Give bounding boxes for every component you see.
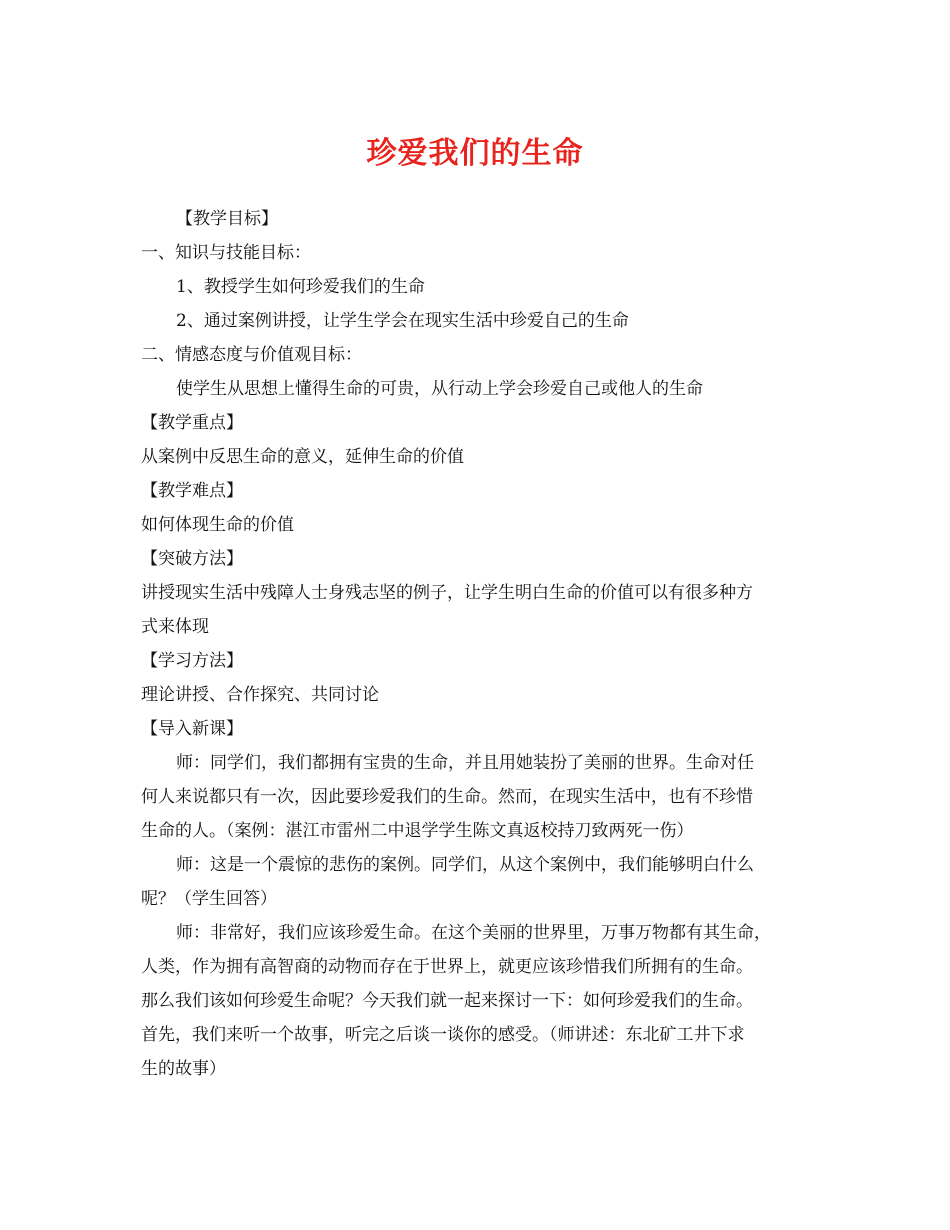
breakthrough-text-line-1: 讲授现实生活中残障人士身残志坚的例子，让学生明白生命的价值可以有很多种方 — [141, 583, 753, 603]
section-emotion-values: 二、情感态度与价值观目标： — [141, 345, 362, 365]
heading-introduction: 【导入新课】 — [141, 719, 243, 739]
paragraph-2-line-2: 呢？（学生回答） — [141, 889, 277, 909]
emotion-goal-text: 使学生从思想上懂得生命的可贵，从行动上学会珍爱自己或他人的生命 — [176, 379, 703, 399]
goal-item-2: 2、通过案例讲授，让学生学会在现实生活中珍爱自己的生命 — [176, 311, 629, 331]
paragraph-1-line-3: 生命的人。（案例：湛江市雷州二中退学学生陈文真返校持刀致两死一伤） — [141, 821, 694, 841]
paragraph-2-line-1: 师：这是一个震惊的悲伤的案例。同学们，从这个案例中，我们能够明白什么 — [176, 855, 754, 875]
paragraph-3-line-3: 那么我们该如何珍爱生命呢？今天我们就一起来探讨一下：如何珍爱我们的生命。 — [141, 991, 753, 1011]
heading-breakthrough: 【突破方法】 — [141, 549, 243, 569]
paragraph-3-line-5: 生的故事） — [141, 1059, 226, 1079]
goal-item-1: 1、教授学生如何珍爱我们的生命 — [176, 277, 425, 297]
key-points-text: 从案例中反思生命的意义，延伸生命的价值 — [141, 447, 464, 467]
heading-learning-methods: 【学习方法】 — [141, 651, 243, 671]
learning-methods-text: 理论讲授、合作探究、共同讨论 — [141, 685, 379, 705]
paragraph-1-line-1: 师：同学们，我们都拥有宝贵的生命，并且用她装扮了美丽的世界。生命对任 — [176, 753, 754, 773]
section-knowledge-skills: 一、知识与技能目标： — [141, 243, 311, 263]
paragraph-1-line-2: 何人来说都只有一次，因此要珍爱我们的生命。然而，在现实生活中，也有不珍惜 — [141, 787, 753, 807]
difficulties-text: 如何体现生命的价值 — [141, 515, 294, 535]
heading-key-points: 【教学重点】 — [141, 413, 243, 433]
paragraph-3-line-1: 师：非常好，我们应该珍爱生命。在这个美丽的世界里，万事万物都有其生命， — [176, 923, 771, 943]
document-title: 珍爱我们的生命 — [366, 136, 584, 171]
heading-difficulties: 【教学难点】 — [141, 481, 243, 501]
breakthrough-text-line-2: 式来体现 — [141, 617, 209, 637]
heading-teaching-goals: 【教学目标】 — [176, 209, 278, 229]
paragraph-3-line-4: 首先，我们来听一个故事，听完之后谈一谈你的感受。（师讲述：东北矿工井下求 — [141, 1025, 745, 1045]
paragraph-3-line-2: 人类，作为拥有高智商的动物而存在于世界上，就更应该珍惜我们所拥有的生命。 — [141, 957, 753, 977]
